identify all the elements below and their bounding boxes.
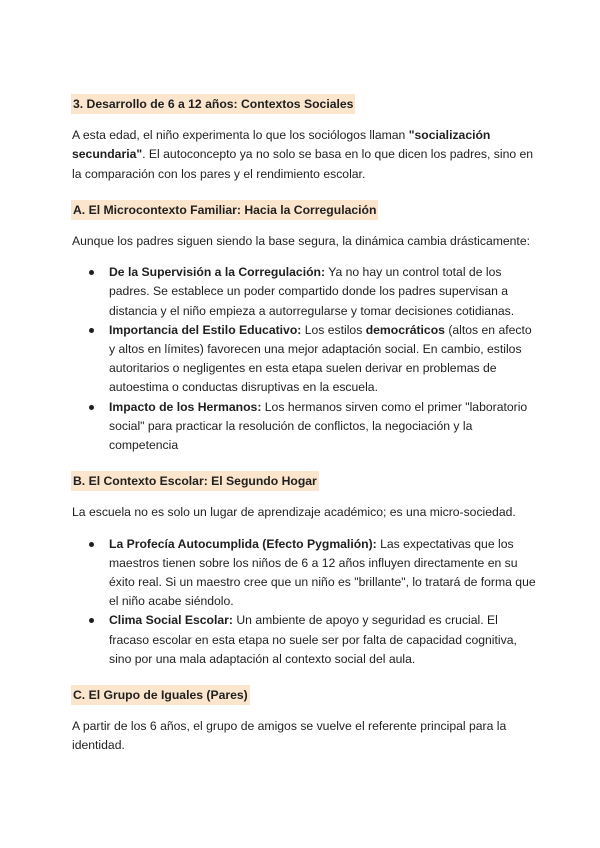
bullet-icon <box>89 405 94 410</box>
section-b-heading: B. El Contexto Escolar: El Segundo Hogar <box>72 471 538 491</box>
section-a-list <box>72 263 538 455</box>
section-b-intro: La escuela no es solo un lugar de aprendizaje académico; es una micro-sociedad. <box>72 505 516 520</box>
list-item: Importancia del Estilo Educativo: Los estilos democráticos (altos en afecto y altos en límites) favorecen una mejor adaptación social. En cambio, estilos autoritarios o negligentes en esta etapa suelen derivar en problemas de autoestima o conductas disruptivas en la escuela. <box>72 321 538 398</box>
bullet-icon <box>89 542 94 547</box>
list-item: La Profecía Autocumplida (Efecto Pygmalión): Las expectativas que los maestros tienen sobre los niños de 6 a 12 años influyen directamente en su éxito real. Si un maestro cree que un niño es "brillante", lo tratará de forma que el niño acabe siéndolo. <box>72 535 538 612</box>
section-3-intro: A esta edad, el niño experimenta lo que los sociólogos llaman "socialización secundaria". El autoconcepto ya no solo se basa en lo que dicen los padres, sino en la comparación con los pares y el rendimiento escolar. <box>72 128 534 181</box>
section-3-heading: 3. Desarrollo de 6 a 12 años: Contextos Sociales <box>72 94 538 114</box>
section-c-heading: C. El Grupo de Iguales (Pares) <box>72 685 538 705</box>
bullet-icon <box>89 328 94 333</box>
list-item: Clima Social Escolar: Un ambiente de apoyo y seguridad es crucial. El fracaso escolar en esta etapa no suele ser por falta de capacidad cognitiva, sino por una mala adaptación al contexto social del aula. <box>72 611 538 669</box>
section-3-intro-bold: "socialización secundaria" <box>72 128 491 162</box>
section-a-heading: A. El Microcontexto Familiar: Hacia la Corregulación <box>72 200 538 220</box>
section-b-list <box>72 535 538 669</box>
list-item: De la Supervisión a la Corregulación: Ya no hay un control total de los padres. Se establece un poder compartido donde los padres supervisan a distancia y el niño empieza a autorregularse y tomar decisiones cotidianas. <box>72 263 538 321</box>
section-a-intro: Aunque los padres siguen siendo la base segura, la dinámica cambia drásticamente: <box>72 234 530 249</box>
bullet-icon <box>89 618 94 623</box>
bullet-icon <box>89 270 94 275</box>
section-c-intro: A partir de los 6 años, el grupo de amigos se vuelve el referente principal para la identidad. <box>72 719 507 753</box>
list-item: Impacto de los Hermanos: Los hermanos sirven como el primer "laboratorio social" para practicar la resolución de conflictos, la negociación y la competencia <box>72 398 538 456</box>
